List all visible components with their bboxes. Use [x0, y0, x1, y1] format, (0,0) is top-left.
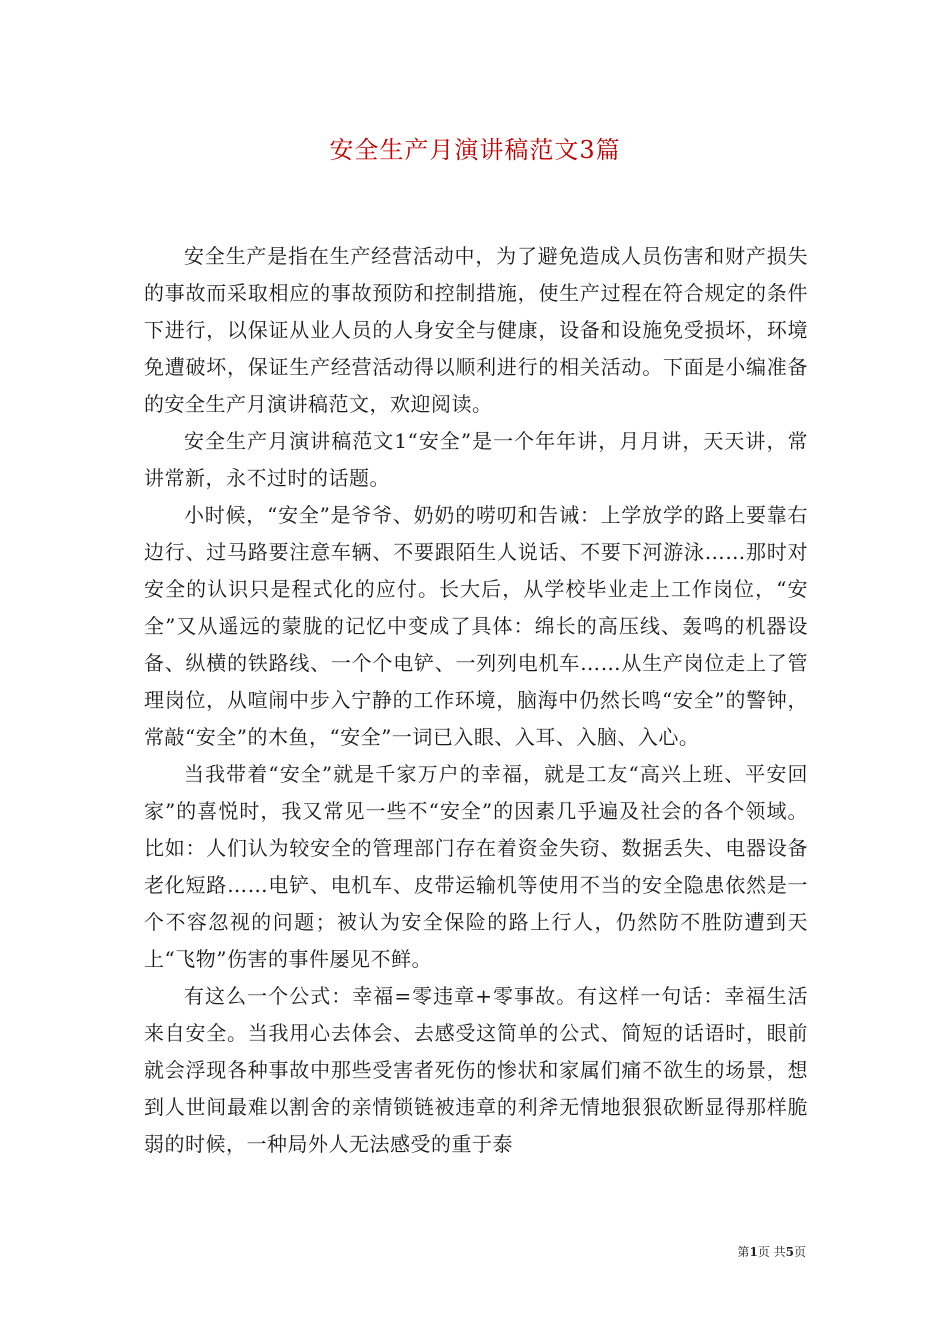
page-number-footer [737, 1244, 806, 1260]
document-title: 安全生产月演讲稿范文3篇 [329, 136, 621, 164]
footer-prefix: 第 [737, 1245, 750, 1259]
footer-suffix: 页 [793, 1245, 806, 1259]
document-body [144, 238, 808, 1163]
paragraph-speech-heading: 安全生产月演讲稿范文1“安全”是一个年年讲，月月讲，天天讲，常讲常新，永不过时的话题。 [144, 429, 808, 490]
footer-middle: 页 共 [757, 1245, 786, 1259]
paragraph-happiness: 当我带着“安全”就是千家万户的幸福，就是工友“高兴上班、平安回家”的喜悦时，我又常见一些不“安全”的因素几乎遍及社会的各个领域。比如：人们认为较安全的管理部门存在着资金失窃、数据丢失、电器设备老化短路……电铲、电机车、皮带运输机等使用不当的安全隐患依然是一个不容忽视的问题；被认为安全保险的路上行人，仍然防不胜防遭到天上“飞物”伤害的事件屡见不鲜。 [144, 762, 808, 971]
paragraph-intro: 安全生产是指在生产经营活动中，为了避免造成人员伤害和财产损失的事故而采取相应的事故预防和控制措施，使生产过程在符合规定的条件下进行，以保证从业人员的人身安全与健康，设备和设施免受损坏，环境免遭破坏，保证生产经营活动得以顺利进行的相关活动。下面是小编准备的安全生产月演讲稿范文，欢迎阅读。 [144, 244, 808, 416]
paragraph-childhood: 小时候，“安全”是爷爷、奶奶的唠叨和告诫：上学放学的路上要靠右边行、过马路要注意车辆、不要跟陌生人说话、不要下河游泳……那时对安全的认识只是程式化的应付。长大后，从学校毕业走上工作岗位，“安全”又从遥远的蒙胧的记忆中变成了具体：绵长的高压线、轰鸣的机器设备、纵横的铁路线、一个个电铲、一列列电机车……从生产岗位走上了管理岗位，从喧闹中步入宁静的工作环境，脑海中仍然长鸣“安全”的警钟，常敲“安全”的木鱼，“安全”一词已入眼、入耳、入脑、入心。 [144, 503, 808, 749]
footer-total-pages: 5 [785, 1245, 794, 1259]
footer-current-page: 1 [749, 1245, 758, 1259]
paragraph-formula: 有这么一个公式：幸福=零违章+零事故。有这样一句话：幸福生活来自安全。当我用心去体会、去感受这简单的公式、简短的话语时，眼前就会浮现各种事故中那些受害者死伤的惨状和家属们痛不欲生的场景，想到人世间最难以割舍的亲情锁链被违章的利斧无情地狠狠砍断显得那样脆弱的时候，一种局外人无法感受的重于泰 [144, 984, 808, 1156]
